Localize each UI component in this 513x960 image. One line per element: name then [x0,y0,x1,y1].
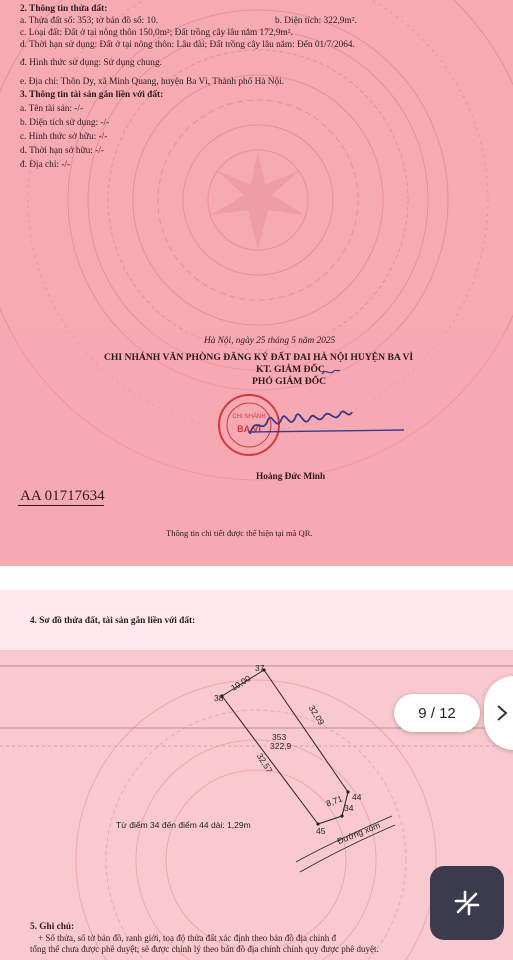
qr-note: Thông tin chi tiết được thể hiện tại mã QR. [166,528,313,538]
section-4-title: 4. Sơ đồ thửa đất, tài sản gắn liền với đất: [30,616,196,626]
term-of-use-line: d. Thời hạn sử dụng: Đất ở tại nông thôn: Lâu dài; Đất trồng cây lâu năm: Đến 01/7/2064. [20,40,355,50]
parcel-area: 322,9 [270,741,292,751]
road-label: Đường xóm [335,819,382,847]
collapse-toggle-button[interactable] [430,866,504,940]
section-5-title: 5. Ghi chú: [30,922,75,932]
asset-area: b. Diện tích sử dụng: -/- [20,118,110,128]
asset-ownership-term: d. Thời hạn sở hữu: -/- [20,146,104,156]
initial-mark [320,366,342,378]
chevron-right-icon [494,704,510,722]
map-point-45: 45 [316,826,326,836]
asset-address: đ. Địa chỉ: -/- [20,160,71,170]
signer-name: Hoàng Đức Minh [256,472,326,482]
map-point-44: 44 [352,792,362,802]
section-3-title: 3. Thông tin tài sản gắn liền với đất: [20,90,164,100]
issuing-office: CHI NHÁNH VĂN PHÒNG ĐĂNG KÝ ĐẤT ĐAI HÀ NỘI HUYỆN BA VÌ [104,352,414,363]
svg-text:CHI NHÁNH: CHI NHÁNH [232,414,266,420]
page-gap [0,566,513,590]
map-dim-short: 8,71 [324,793,344,809]
svg-text:BA VÌ: BA VÌ [237,424,261,434]
collapse-arrows-icon [450,886,484,920]
map-dim-left: 32,57 [254,751,275,775]
deputy-director-title: PHÓ GIÁM ĐỐC [252,376,327,387]
parcel-number-line: a. Thửa đất số: 353; tờ bản đồ số: 10. [20,16,159,26]
note-line-2: tổng thể chưa được phê duyệt; sẽ được chỉnh lý theo bản đồ địa chính chính quy được phê duyệt. [30,944,379,954]
certificate-serial: AA 01717634 [20,488,105,504]
note-line-1: + Số thửa, số tờ bản đồ, ranh giới, toạ độ thửa đất xác định theo bản đồ địa chính đ [38,933,337,943]
map-point-38: 38 [214,693,224,703]
form-of-use-line: đ. Hình thức sử dụng: Sử dụng chung. [20,58,162,68]
area-line: b. Diện tích: 322,9m². [275,16,357,26]
distance-note: Từ điểm 34 đến điểm 44 dài: 1,29m [116,820,251,830]
map-point-37: 37 [255,663,265,673]
signing-date: Hà Nội, ngày 25 tháng 5 năm 2025 [204,336,336,346]
land-type-line: c. Loại đất: Đất ở tại nông thôn 150,0m²; Đất trồng cây lâu năm 172,9m². [20,28,293,38]
map-dim-right: 32,09 [306,703,327,727]
map-dim-top: 10,00 [228,673,253,693]
address-line: e. Địa chỉ: Thôn Dy, xã Minh Quang, huyện Ba Vì, Thành phố Hà Nội. [20,77,285,87]
asset-name: a. Tên tài sản: -/- [20,104,84,114]
handwritten-signature [244,396,410,444]
asset-ownership-form: c. Hình thức sở hữu: -/- [20,132,108,142]
map-point-34: 34 [344,803,354,813]
parcel-number: 353 [272,732,287,742]
section-2-title: 2. Thông tin thửa đất: [20,4,108,14]
serial-underline [18,505,104,506]
page-indicator: 9 / 12 [394,694,480,732]
kt-director: KT. GIÁM ĐỐC [256,364,325,375]
